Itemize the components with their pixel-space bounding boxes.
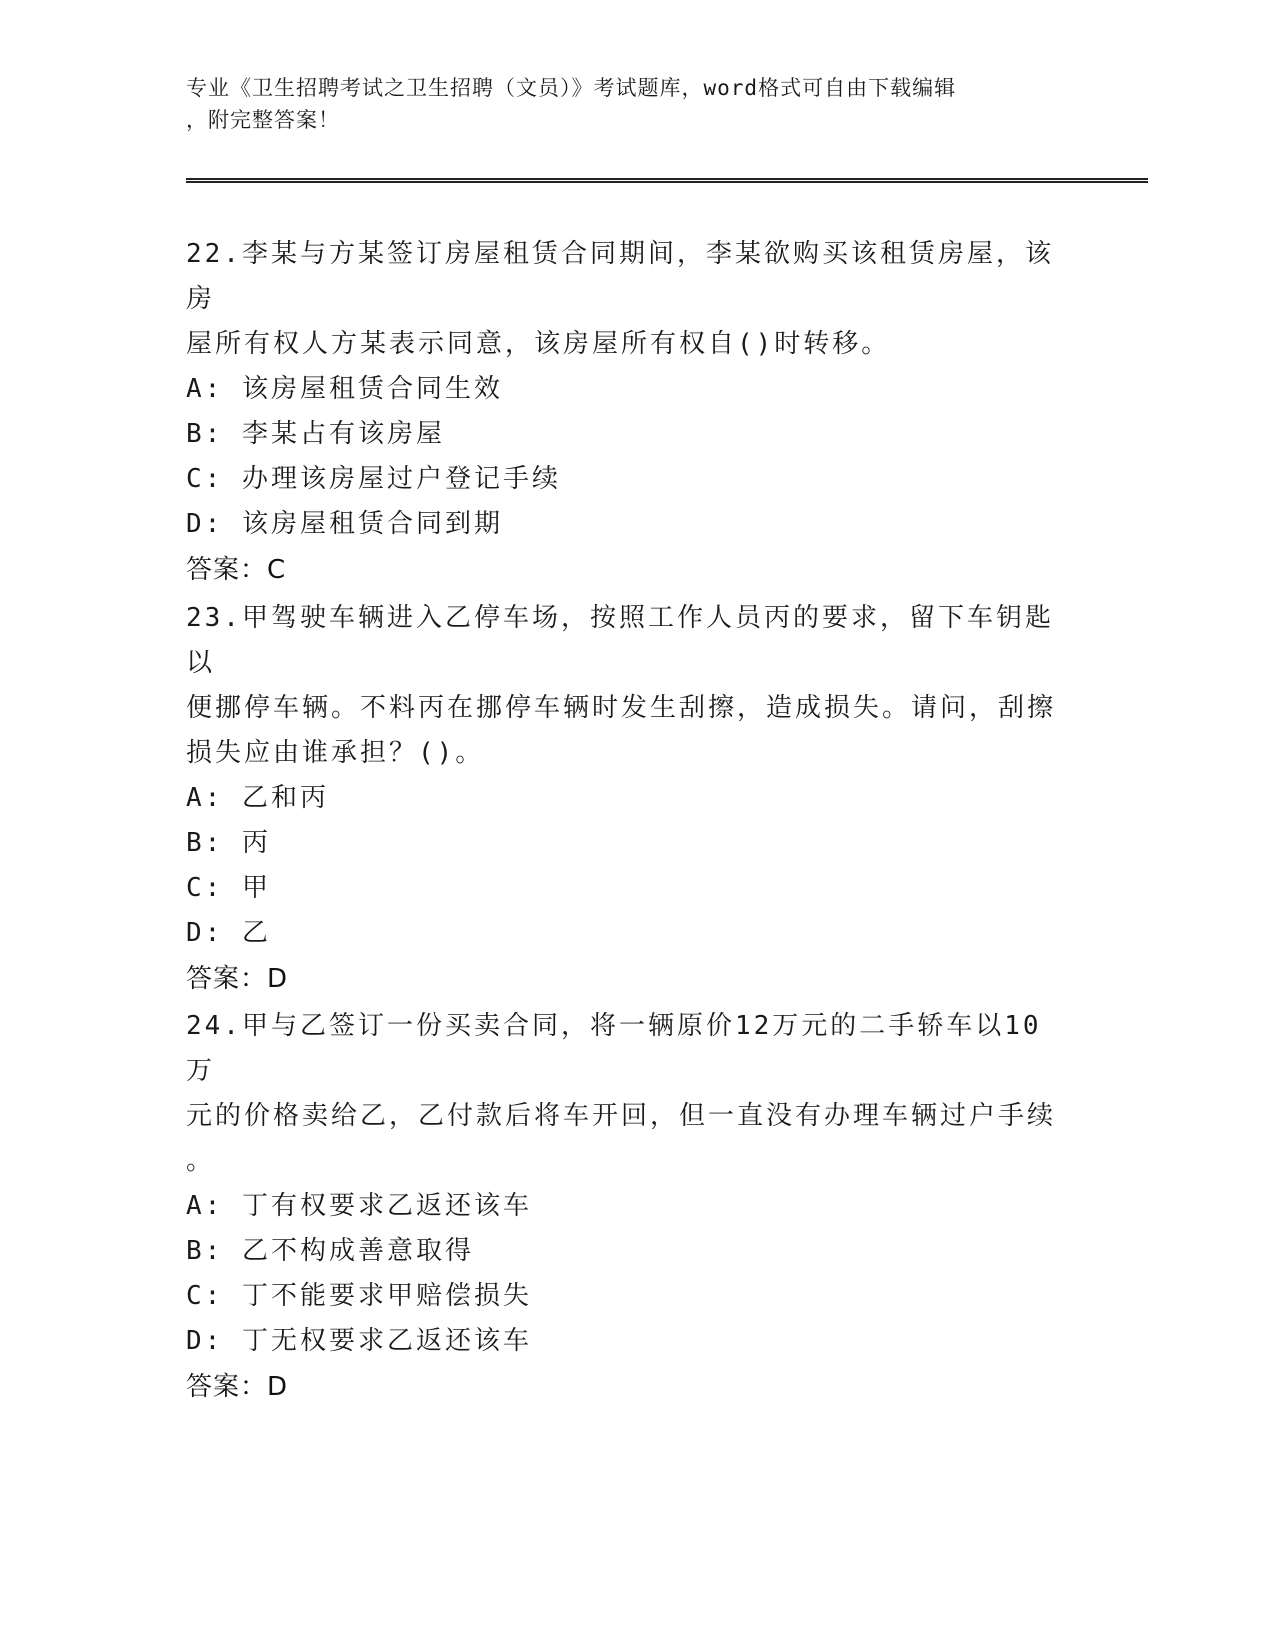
question-22 — [186, 232, 1066, 593]
question-stem-line: 屋所有权人方某表示同意，该房屋所有权自()时转移。 — [186, 329, 891, 359]
document-intro — [186, 72, 1066, 136]
answer-line: 答案：D — [186, 1372, 289, 1402]
option-a: A: 乙和丙 — [186, 783, 329, 813]
header-divider — [186, 178, 1148, 183]
question-stem-line: 便挪停车辆。不料丙在挪停车辆时发生刮擦，造成损失。请问，刮擦 — [186, 693, 1057, 723]
question-stem-line: 元的价格卖给乙，乙付款后将车开回，但一直没有办理车辆过户手续 — [186, 1101, 1057, 1131]
intro-line-1: 专业《卫生招聘考试之卫生招聘（文员）》考试题库，word格式可自由下载编辑 — [186, 76, 957, 100]
option-b: B: 丙 — [186, 828, 271, 858]
option-b: B: 乙不构成善意取得 — [186, 1236, 474, 1266]
question-stem-line: 24.甲与乙签订一份买卖合同，将一辆原价12万元的二手轿车以10万 — [186, 1011, 1042, 1086]
option-c: C: 丁不能要求甲赔偿损失 — [186, 1281, 532, 1311]
question-stem-line: 。 — [186, 1146, 216, 1176]
question-stem-line: 22.李某与方某签订房屋租赁合同期间，李某欲购买该租赁房屋，该房 — [186, 239, 1054, 314]
option-b: B: 李某占有该房屋 — [186, 419, 445, 449]
option-c: C: 办理该房屋过户登记手续 — [186, 464, 561, 494]
question-stem-line: 23.甲驾驶车辆进入乙停车场，按照工作人员丙的要求，留下车钥匙以 — [186, 603, 1054, 678]
option-d: D: 乙 — [186, 918, 271, 948]
question-stem-line: 损失应由谁承担？()。 — [186, 738, 485, 768]
option-a: A: 丁有权要求乙返还该车 — [186, 1191, 532, 1221]
option-a: A: 该房屋租赁合同生效 — [186, 374, 503, 404]
answer-line: 答案：C — [186, 555, 287, 585]
option-d: D: 丁无权要求乙返还该车 — [186, 1326, 532, 1356]
answer-line: 答案：D — [186, 964, 289, 994]
option-c: C: 甲 — [186, 873, 271, 903]
intro-line-2: ，附完整答案！ — [186, 108, 340, 132]
question-23 — [186, 596, 1066, 1002]
option-d: D: 该房屋租赁合同到期 — [186, 509, 503, 539]
question-24 — [186, 1004, 1066, 1410]
